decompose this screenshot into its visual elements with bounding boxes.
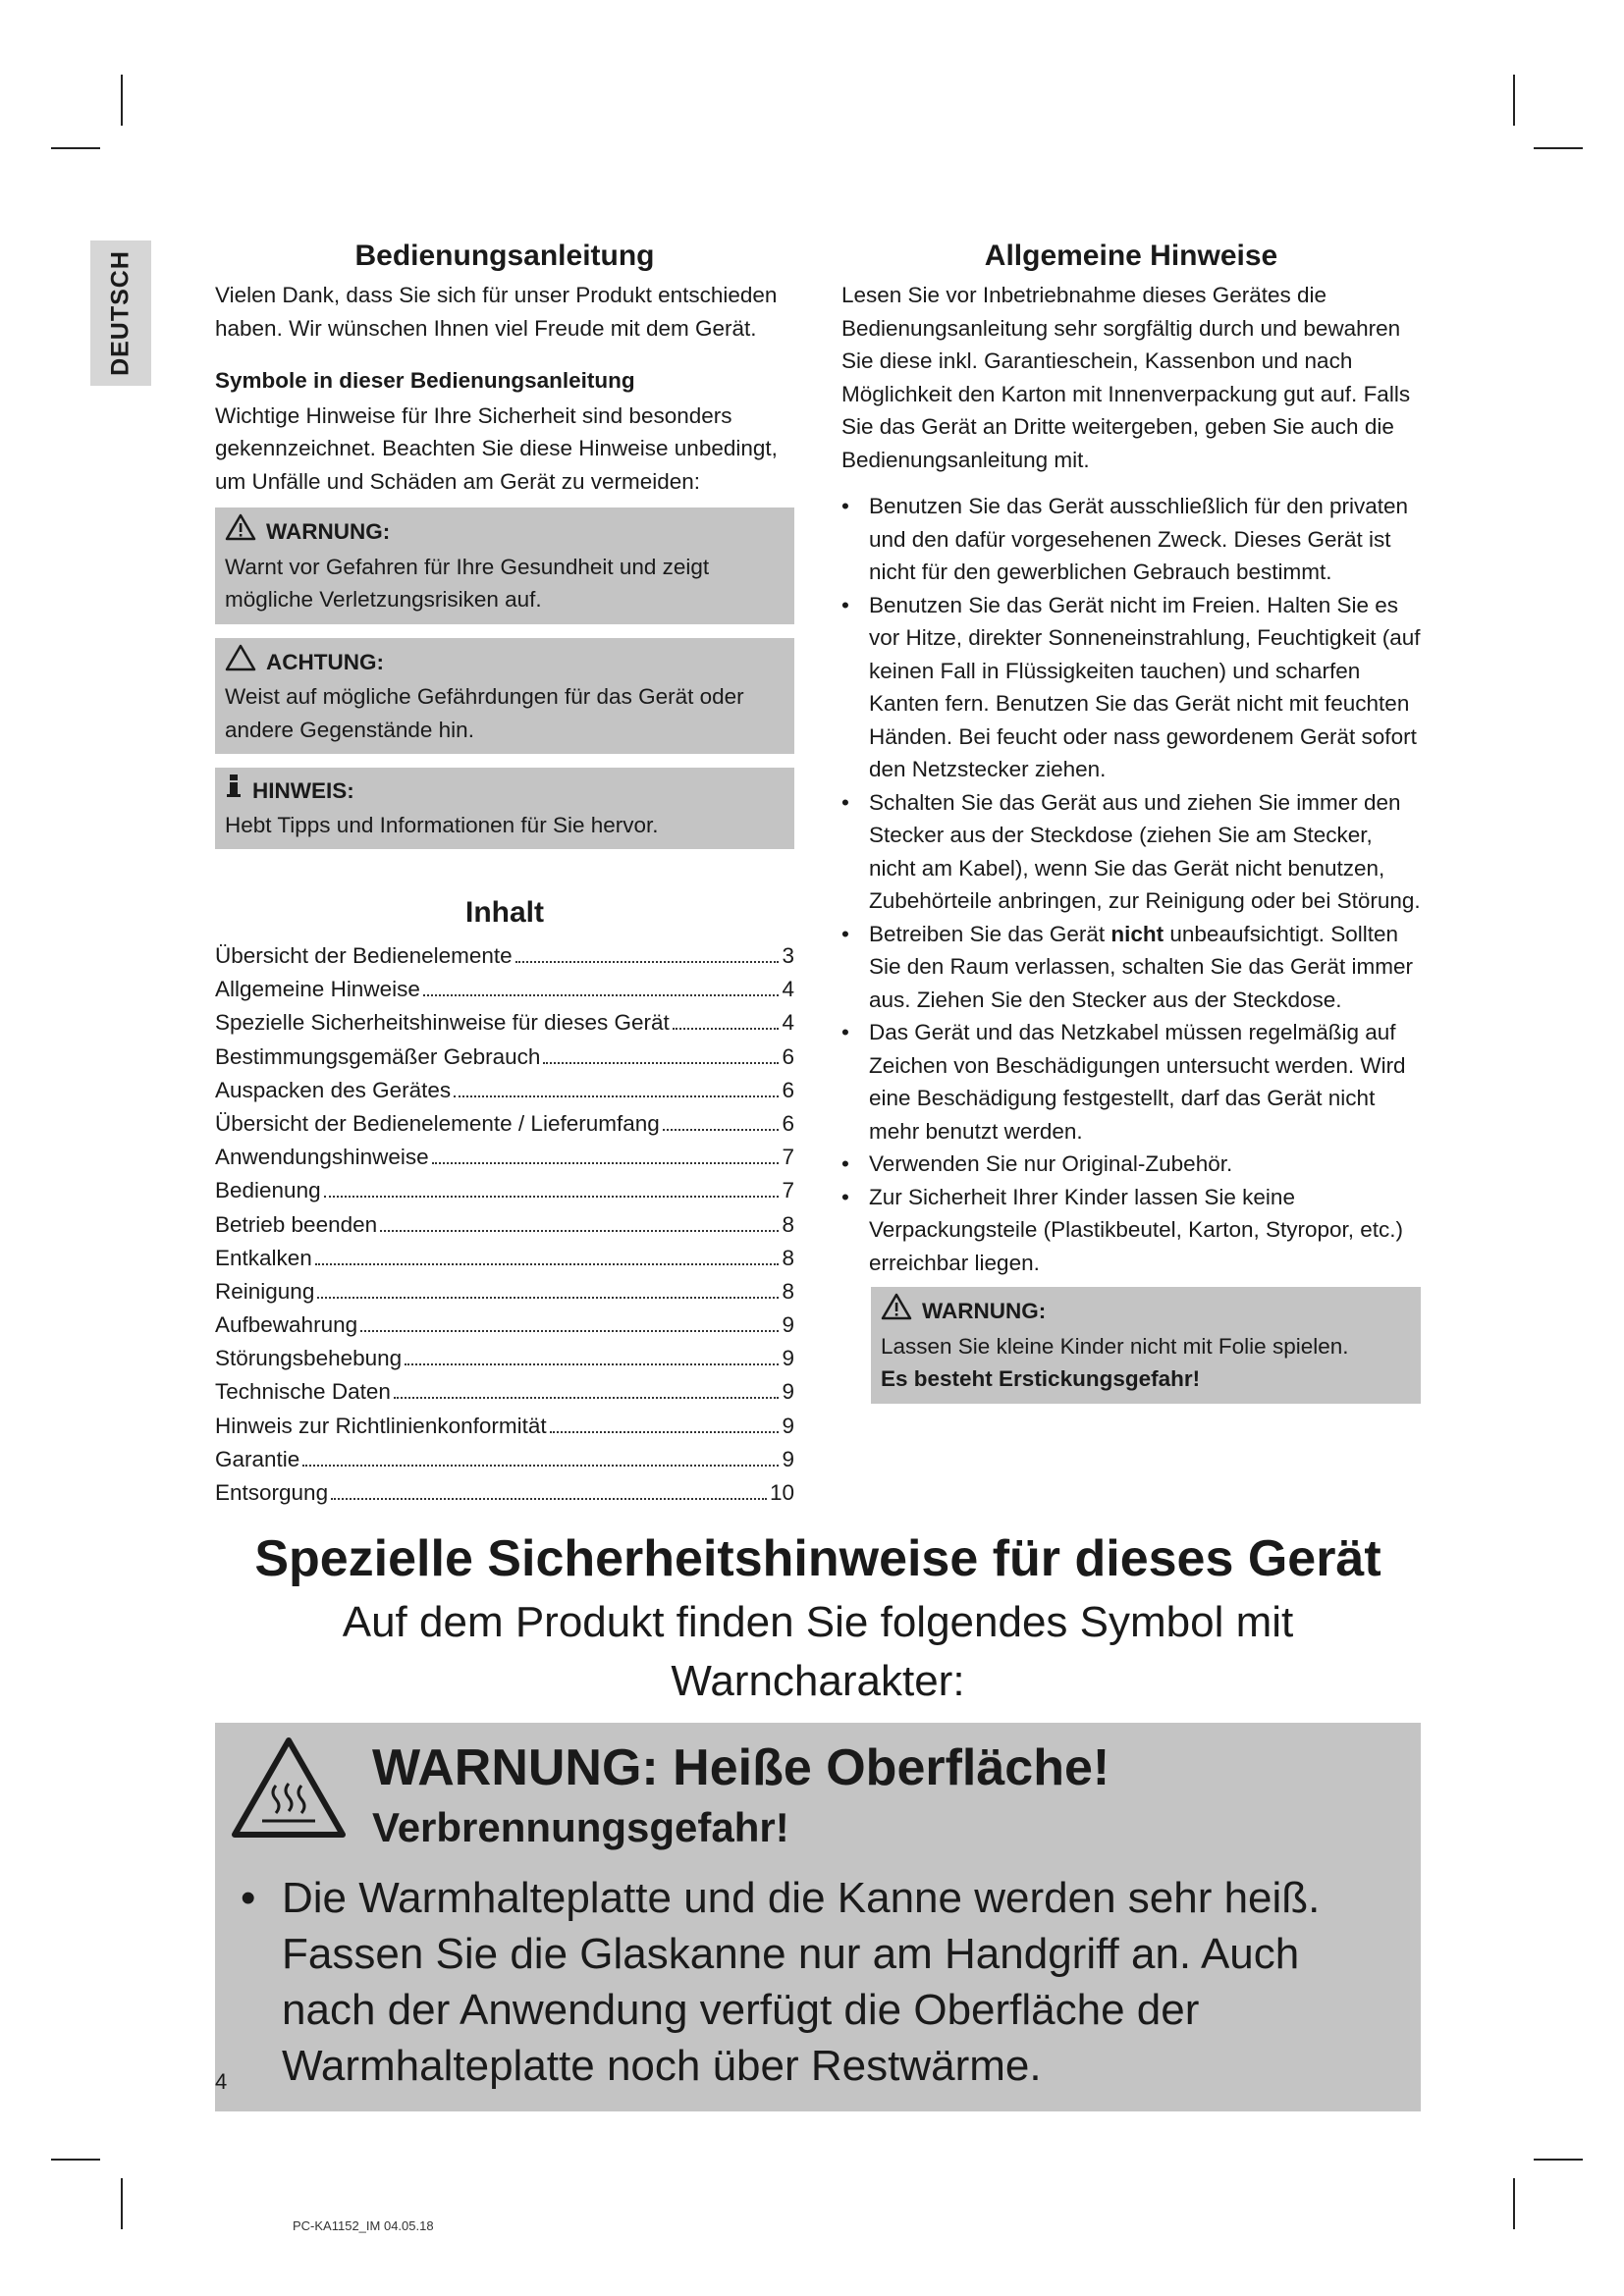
crop-mark [1534,147,1583,149]
toc-entry [215,1275,794,1308]
warning-triangle-icon [225,513,256,551]
toc-entry [215,973,794,1006]
toc-entry-page: 10 [769,1480,794,1505]
toc-leader-dots [317,1297,779,1299]
toc-leader-dots [324,1196,780,1198]
list-item: • Benutzen Sie das Gerät ausschließlich für den privaten und den dafür vorgesehenen Zweck. Dieses Gerät ist nicht für den gewerblichen Gebrauch bestimmt. [841,490,1421,589]
toc-entry [215,1074,794,1107]
warnung-text: Warnt vor Gefahren für Ihre Gesundheit und zeigt mögliche Verletzungsrisiken auf. [225,554,710,612]
toc-entry-page: 4 [782,1010,794,1036]
toc-entry-title: Technische Daten [215,1379,391,1405]
caution-triangle-icon [225,644,256,681]
toc-entry-title: Entkalken [215,1245,312,1270]
symbols-heading: Symbole in dieser Bedienungsanleitung [215,368,635,393]
packaging-warning-emphasis: Es besteht Erstickungsgefahr! [881,1366,1201,1391]
hot-surface-warning-box [215,1723,1421,2111]
toc-leader-dots [405,1363,779,1365]
toc-entry-page: 7 [782,1178,794,1203]
list-item: • Schalten Sie das Gerät aus und ziehen Sie immer den Stecker aus der Steckdose (ziehen Sie am Stecker, nicht am Kabel), wenn Sie das Gerät nicht benutzen, Zubehörteile anbringen, zur Reinigung oder bei Störung. [841,786,1421,918]
toc-entry-title: Entsorgung [215,1480,329,1505]
toc-entry-page: 6 [782,1077,794,1102]
info-icon [225,774,243,809]
toc-entry-page: 9 [782,1312,794,1338]
left-column [215,236,794,1510]
toc-entry [215,1242,794,1275]
toc-entry-title: Hinweis zur Richtlinienkonformität [215,1413,547,1438]
toc-entry-page: 8 [782,1211,794,1237]
list-item: • Verwenden Sie nur Original-Zubehör. [841,1148,1421,1181]
toc-entry-title: Reinigung [215,1278,315,1304]
toc-leader-dots [550,1431,780,1433]
toc-leader-dots [380,1230,779,1232]
toc-entry [215,1410,794,1443]
right-column [841,236,1421,1404]
toc-entry-page: 9 [782,1413,794,1438]
language-tab-label: DEUTSCH [106,250,135,376]
toc-entry [215,1208,794,1242]
general-notes-intro: Lesen Sie vor Inbetriebnahme dieses Gerätes die Bedienungsanleitung sehr sorgfältig durch und bewahren Sie diese inkl. Garantieschein, Kassenbon und nach Möglichkeit den Karton mit Innenverpackung gut auf. Falls Sie das Gerät an Dritte weitergeben, geben Sie auch die Bedienungsanleitung mit. [841,283,1411,472]
achtung-box [215,638,794,755]
warning-triangle-icon [881,1293,912,1330]
toc-leader-dots [663,1129,780,1131]
list-item [841,918,1421,1017]
crop-mark [121,2178,123,2229]
special-safety-title: Spezielle Sicherheitshinweise für dieses Gerät [254,1530,1381,1587]
toc-entry [215,1174,794,1207]
toc-entry [215,1308,794,1342]
footer-code: PC-KA1152_IM 04.05.18 [293,2218,434,2233]
page-number: 4 [215,2069,228,2094]
toc-entry-page: 8 [782,1245,794,1270]
hot-surface-bullet: • Die Warmhalteplatte und die Kanne werden sehr heiß. Fassen Sie die Glaskanne nur am Handgriff an. Auch nach der Anwendung verfügt die Oberfläche der Warmhalteplatte noch über Restwärme. [231,1870,1401,2094]
toc-entry-title: Übersicht der Bedienelemente [215,943,513,968]
toc-leader-dots [302,1465,779,1467]
crop-mark [51,147,100,149]
hinweis-label: HINWEIS: [252,778,354,803]
toc-entry-page: 9 [782,1379,794,1405]
toc-entry-page: 3 [782,943,794,968]
toc-entry [215,1443,794,1476]
crop-mark [1513,2178,1515,2229]
toc-leader-dots [394,1397,780,1399]
toc-entry [215,939,794,973]
packaging-warning-label: WARNUNG: [922,1299,1047,1323]
toc-entry [215,1107,794,1141]
toc-leader-dots [515,961,780,963]
toc-entry-title: Anwendungshinweise [215,1145,429,1170]
hinweis-text: Hebt Tipps und Informationen für Sie hervor. [225,812,659,837]
toc-leader-dots [423,994,780,996]
language-tab [90,240,151,386]
hot-surface-title: WARNUNG: Heiße Oberfläche! [372,1739,1110,1796]
list-item: • Benutzen Sie das Gerät nicht im Freien. Halten Sie es vor Hitze, direkter Sonneneinstrahlung, Feuchtigkeit (auf keinen Fall in Flüssigkeiten tauchen) und scharfen Kanten fern. Benutzen Sie das Gerät nicht mit feuchten Händen. Bei feucht oder nass gewordenem Gerät sofort den Netzstecker ziehen. [841,589,1421,786]
toc-entry-title: Übersicht der Bedienelemente / Lieferumfang [215,1110,660,1136]
hinweis-box [215,768,794,849]
table-of-contents [215,939,794,1510]
toc-entry-page: 6 [782,1110,794,1136]
toc-entry-page: 6 [782,1043,794,1069]
toc-entry [215,1476,794,1510]
toc-entry [215,1006,794,1040]
crop-mark [1513,75,1515,126]
toc-entry-title: Bestimmungsgemäßer Gebrauch [215,1043,541,1069]
toc-entry-page: 9 [782,1346,794,1371]
toc-entry [215,1375,794,1409]
warnung-label: WARNUNG: [266,519,391,544]
crop-mark [121,75,123,126]
toc-leader-dots [331,1498,767,1500]
toc-leader-dots [673,1028,780,1030]
special-safety-section [215,1526,1421,2111]
crop-mark [51,2159,100,2161]
toc-entry [215,1041,794,1074]
toc-entry-title: Spezielle Sicherheitshinweise für dieses Gerät [215,1010,670,1036]
general-notes-list [841,490,1421,1279]
special-safety-lead: Auf dem Produkt finden Sie folgendes Symbol mit Warncharakter: [342,1598,1294,1705]
packaging-warning-box [871,1287,1421,1404]
list-item: • Zur Sicherheit Ihrer Kinder lassen Sie keine Verpackungsteile (Plastikbeutel, Karton, Styropor, etc.) erreichbar liegen. [841,1181,1421,1280]
toc-entry-page: 4 [782,977,794,1002]
toc-leader-dots [543,1062,779,1064]
toc-leader-dots [454,1095,779,1097]
achtung-text: Weist auf mögliche Gefährdungen für das Gerät oder andere Gegenstände hin. [225,684,744,742]
toc-leader-dots [360,1330,779,1332]
toc-entry-page: 9 [782,1446,794,1471]
packaging-warning-text: Lassen Sie kleine Kinder nicht mit Folie spielen. [881,1333,1349,1359]
toc-entry-page: 8 [782,1278,794,1304]
toc-entry-title: Allgemeine Hinweise [215,977,420,1002]
toc-entry-title: Störungsbehebung [215,1346,403,1371]
list-item-text: unbeaufsichtigt. Sollten Sie den Raum verlassen, schalten Sie das Gerät immer aus. Ziehen Sie den Stecker aus der Steckdose. [869,921,1413,1012]
toc-entry-title: Bedienung [215,1178,321,1203]
list-item-emphasis: nicht [1110,921,1164,946]
symbols-text: Wichtige Hinweise für Ihre Sicherheit sind besonders gekennzeichnet. Beachten Sie diese Hinweise unbedingt, um Unfälle und Schäden am Gerät zu vermeiden: [215,402,778,494]
toc-entry [215,1342,794,1375]
toc-entry-title: Aufbewahrung [215,1312,358,1338]
burn-hazard-subtitle: Verbrennungsgefahr! [372,1804,789,1850]
toc-entry-title: Auspacken des Gerätes [215,1077,452,1102]
achtung-label: ACHTUNG: [266,649,384,674]
intro-text: Vielen Dank, dass Sie sich für unser Produkt entschieden haben. Wir wünschen Ihnen viel Freude mit dem Gerät. [215,283,778,341]
manual-title: Bedienungsanleitung [354,240,655,272]
toc-title: Inhalt [465,896,544,929]
list-item: • Das Gerät und das Netzkabel müssen regelmäßig auf Zeichen von Beschädigungen untersucht werden. Wird eine Beschädigung festgestellt, darf das Gerät nicht mehr benutzt werden. [841,1016,1421,1148]
toc-entry-title: Garantie [215,1446,300,1471]
crop-mark [1534,2159,1583,2161]
hot-surface-icon [231,1736,347,1843]
toc-leader-dots [315,1263,780,1265]
toc-entry [215,1141,794,1174]
toc-leader-dots [432,1162,780,1164]
toc-entry-page: 7 [782,1145,794,1170]
warnung-box [215,507,794,624]
general-notes-title: Allgemeine Hinweise [984,240,1278,272]
toc-entry-title: Betrieb beenden [215,1211,378,1237]
list-item-text: Betreiben Sie das Gerät [869,921,1111,946]
